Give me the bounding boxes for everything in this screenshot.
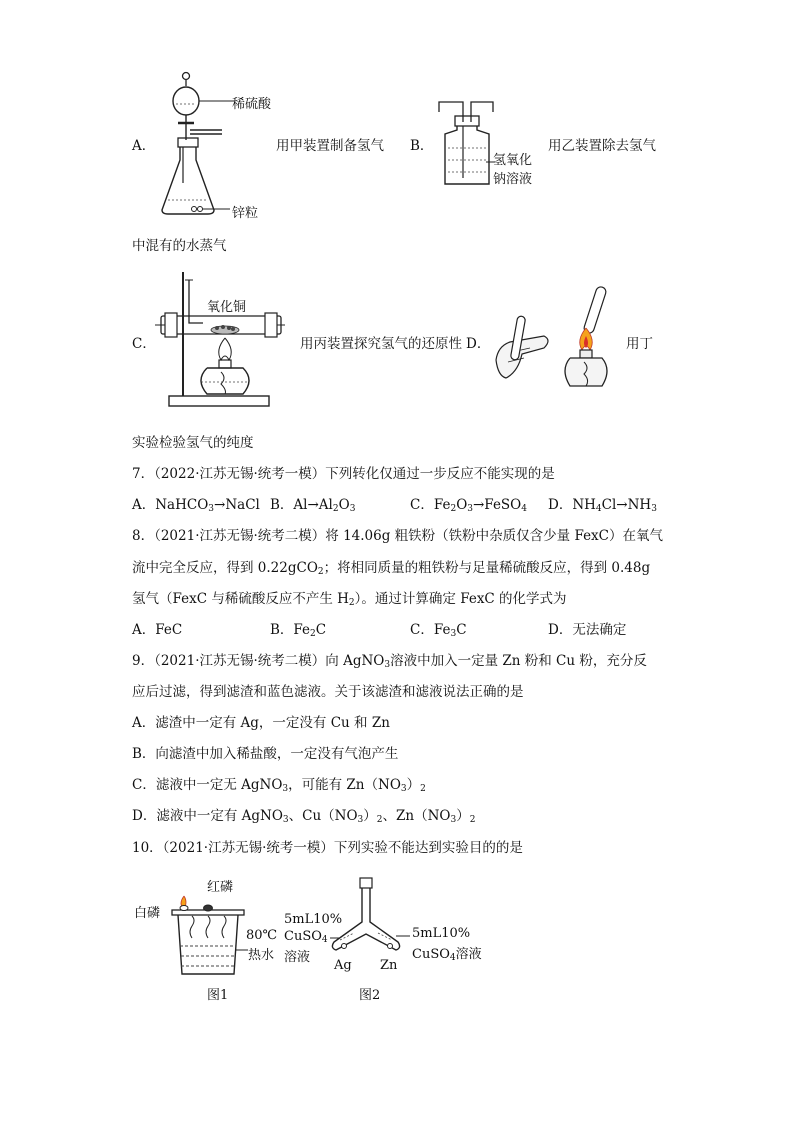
label-zinc-granules: 锌粒 <box>232 206 259 221</box>
fig1-label-hot-water: 热水 <box>248 948 275 963</box>
option-b-letter: B． <box>410 138 434 154</box>
q9-option-c: C．滤液中一定无 AgNO$_3$，可能有 $Zn(NO_3)_2$ <box>132 777 426 794</box>
fig1-label-red-phosphorus: 红磷 <box>207 880 234 895</box>
option-b-text-cont: 中混有的水蒸气 <box>132 238 227 254</box>
figure-1-diagram <box>168 888 248 980</box>
option-d-text-cont: 实验检验氢气的纯度 <box>132 435 254 451</box>
option-b-text: 用乙装置除去氢气 <box>548 138 656 154</box>
fig2-right-label-line2: CuSO$_4$溶液 <box>412 947 482 963</box>
fig1-label-white-phosphorus: 白磷 <box>134 906 161 921</box>
q7-option-d: D．$NH_4Cl\to NH_3$ <box>548 497 657 514</box>
q9-option-d: D．滤液中一定有 AgNO$_3$、$Cu(NO_3)_2$、$Zn(NO_3)_2$ <box>132 808 476 825</box>
fig2-label-zinc: Zn <box>380 958 398 973</box>
q8-option-a: A．FeC <box>132 622 183 638</box>
label-sodium-hydroxide-1: 氢氧化 <box>493 153 533 168</box>
q8-option-b: B．$Fe_2C$ <box>270 622 327 639</box>
q10-stem: 10．（2021·江苏无锡·统考一模）下列实验不能达到实验目的的是 <box>132 840 523 856</box>
option-d-text: 用丁 <box>626 336 653 352</box>
fig2-left-label-line2: CuSO$_4$ <box>284 929 328 945</box>
q8-stem-line2: 流中完全反应，得到 0.22gCO$_2$；将相同质量的粗铁粉与足量稀硫酸反应，得到 0.48g <box>132 560 651 577</box>
q9-stem-line1: 9．（2021·江苏无锡·统考二模）向 AgNO$_3$溶液中加入一定量 Zn 粉和 Cu 粉，充分反 <box>132 653 647 670</box>
apparatus-c-diagram <box>155 268 285 413</box>
q8-stem-line1: 8．（2021·江苏无锡·统考二模）将 14.06g 粗铁粉（铁粉中杂质仅含少量 FexC）在氧气 <box>132 528 664 544</box>
option-c-letter: C． <box>132 336 156 352</box>
label-sodium-hydroxide-2: 钠溶液 <box>493 172 533 187</box>
q8-stem-line3: 氢气（FexC 与稀硫酸反应不产生 $H_2$）。通过计算确定 FexC 的化学式为 <box>132 591 567 608</box>
q8-option-d: D．无法确定 <box>548 622 627 638</box>
q8-option-c: C．$Fe_3C$ <box>410 622 467 639</box>
option-d-letter: D． <box>466 336 491 352</box>
fig1-caption: 图1 <box>207 988 229 1003</box>
q9-option-b: B．向滤渣中加入稀盐酸，一定没有气泡产生 <box>132 746 399 762</box>
fig2-caption: 图2 <box>359 988 381 1003</box>
q7-option-a: A．NaHCO$_3$→NaCl <box>132 497 260 514</box>
apparatus-a-diagram <box>150 68 270 223</box>
label-copper-oxide: 氧化铜 <box>207 300 247 315</box>
q7-option-c: C．$Fe_2O_3\to FeSO_4$ <box>410 497 527 514</box>
fig2-right-label-line1: 5mL10% <box>412 926 471 941</box>
label-dilute-sulfuric-acid: 稀硫酸 <box>232 97 272 112</box>
fig1-label-temperature: 80℃ <box>246 928 278 943</box>
option-a-letter: A． <box>132 138 156 154</box>
fig2-left-label-line1: 5mL10% <box>284 912 343 927</box>
q9-stem-line2: 应后过滤，得到滤渣和蓝色滤液。关于该滤渣和滤液说法正确的是 <box>132 684 524 700</box>
q9-option-a: A．滤渣中一定有 Ag，一定没有 Cu 和 Zn <box>132 715 390 731</box>
apparatus-d-diagram <box>494 282 616 394</box>
fig2-left-label-line3: 溶液 <box>284 950 311 965</box>
option-c-text: 用丙装置探究氢气的还原性 <box>300 336 462 352</box>
q7-stem: 7．（2022·江苏无锡·统考一模）下列转化仅通过一步反应不能实现的是 <box>132 466 555 482</box>
q7-option-b: B．$Al\to Al_2O_3$ <box>270 497 356 514</box>
fig2-label-silver: Ag <box>334 958 352 973</box>
option-a-text: 用甲装置制备氢气 <box>276 138 384 154</box>
